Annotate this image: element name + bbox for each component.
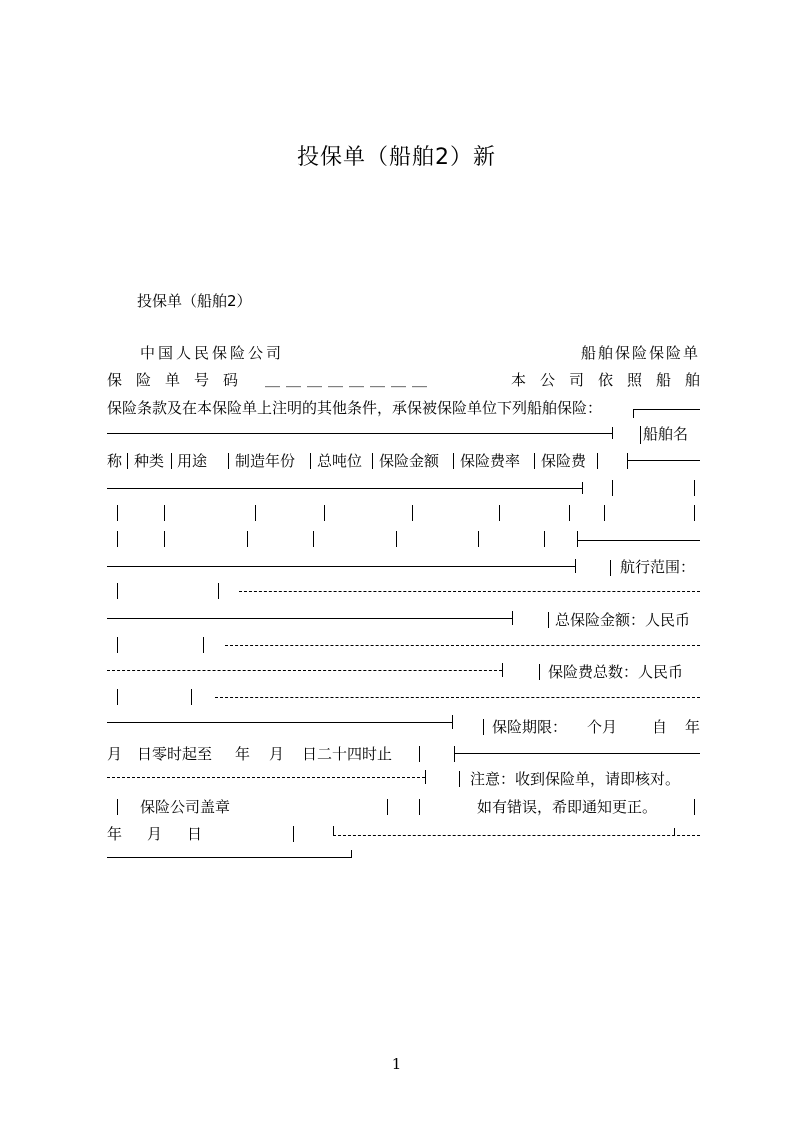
row-divider bbox=[117, 637, 118, 653]
row-divider bbox=[218, 583, 219, 599]
notice-label: 注意：收到保险单，请即核对。 bbox=[470, 770, 681, 788]
col-divider bbox=[627, 453, 628, 469]
row-divider bbox=[164, 531, 165, 547]
column-name-line bbox=[107, 423, 700, 445]
row-divider bbox=[577, 531, 578, 547]
row-divider bbox=[604, 505, 605, 521]
row-divider bbox=[694, 505, 695, 521]
document-type: 船舶保险保险单 bbox=[580, 344, 700, 362]
col-divider bbox=[597, 453, 598, 469]
row-border bbox=[627, 460, 700, 461]
total-insured-line bbox=[107, 609, 700, 631]
row-divider bbox=[117, 583, 118, 599]
table-corner bbox=[674, 828, 675, 835]
intro-line bbox=[107, 397, 700, 419]
notice-line bbox=[107, 768, 700, 790]
col-divider bbox=[310, 453, 311, 469]
period-label: 保险期限： bbox=[492, 718, 568, 736]
total-insured-label: 总保险金额：人民币 bbox=[555, 611, 691, 629]
col-divider bbox=[534, 453, 535, 469]
row-divider bbox=[117, 689, 118, 705]
seal-day: 日 bbox=[187, 825, 203, 843]
period-from-month: 月 bbox=[107, 745, 123, 763]
col-divider bbox=[582, 482, 583, 494]
total-premium-label: 保险费总数：人民币 bbox=[548, 663, 684, 681]
table-corner bbox=[633, 409, 634, 418]
row-divider bbox=[247, 531, 248, 547]
period-end-tail: 日二十四时止 bbox=[302, 745, 393, 763]
period-from: 自 bbox=[652, 718, 668, 736]
column-build-year: 制造年份 bbox=[235, 452, 296, 470]
notice-line-2: 如有错误，希即通知更正。 bbox=[477, 798, 658, 816]
row-divider bbox=[293, 826, 294, 842]
row-divider bbox=[478, 531, 479, 547]
row-divider bbox=[203, 637, 204, 653]
col-divider bbox=[694, 480, 695, 496]
period-to-month: 月 bbox=[269, 745, 285, 763]
row-divider bbox=[483, 719, 484, 735]
voyage-blank[interactable] bbox=[239, 591, 700, 592]
notice-bottom-border bbox=[333, 835, 700, 836]
seal-date-line bbox=[107, 823, 700, 845]
row-divider bbox=[324, 505, 325, 521]
column-usage: 用途 bbox=[177, 452, 208, 470]
column-type: 种类 bbox=[134, 452, 165, 470]
row-divider bbox=[117, 531, 118, 547]
row-divider bbox=[117, 505, 118, 521]
col-divider bbox=[228, 453, 229, 469]
header-line bbox=[107, 342, 700, 364]
column-premium: 保险费 bbox=[541, 452, 587, 470]
row-divider bbox=[499, 505, 500, 521]
table-corner bbox=[351, 850, 352, 858]
voyage-line bbox=[107, 556, 700, 578]
row-divider bbox=[454, 746, 455, 762]
column-header-row bbox=[107, 450, 700, 472]
row-divider bbox=[313, 531, 314, 547]
company-name: 中国人民保险公司 bbox=[140, 344, 285, 362]
policy-number-blank[interactable]: ＿＿＿＿＿＿＿＿ bbox=[265, 371, 434, 389]
row-divider bbox=[117, 799, 118, 815]
row-divider bbox=[459, 771, 460, 787]
col-divider bbox=[171, 453, 172, 469]
policy-number-line bbox=[107, 369, 714, 391]
row-divider bbox=[387, 799, 388, 815]
total-premium-line bbox=[107, 661, 700, 683]
period-border bbox=[454, 753, 700, 754]
column-ship-name-a: 船舶名 bbox=[643, 425, 689, 443]
row-divider bbox=[548, 612, 549, 628]
document-title: 投保单（船舶2）新 bbox=[297, 145, 496, 170]
policy-form bbox=[107, 0, 714, 900]
row-divider bbox=[419, 746, 420, 762]
table-divider bbox=[640, 426, 641, 444]
row-divider bbox=[539, 664, 540, 680]
row-divider bbox=[569, 505, 570, 521]
row-divider bbox=[164, 505, 165, 521]
period-start-tail: 日零时起至 bbox=[137, 745, 213, 763]
period-from-year: 年 bbox=[684, 718, 700, 736]
document-subtitle: 投保单（船舶2） bbox=[137, 292, 252, 310]
page-number: 1 bbox=[391, 1055, 402, 1073]
row-divider bbox=[412, 505, 413, 521]
row-divider bbox=[191, 689, 192, 705]
period-line-2 bbox=[107, 743, 700, 765]
period-to-year: 年 bbox=[235, 745, 251, 763]
seal-year: 年 bbox=[107, 825, 123, 843]
col-divider bbox=[127, 453, 128, 469]
column-premium-rate: 保险费率 bbox=[460, 452, 521, 470]
header-bottom-border bbox=[107, 488, 582, 489]
intro-text-b: 保险条款及在本保险单上注明的其他条件，承保被保险单位下列船舶保险： bbox=[107, 399, 603, 417]
col-divider bbox=[612, 480, 613, 496]
column-insured-amount: 保险金额 bbox=[379, 452, 440, 470]
table-corner bbox=[333, 826, 334, 835]
period-line bbox=[107, 716, 700, 738]
row-border bbox=[577, 540, 700, 541]
total-insured-blank[interactable] bbox=[225, 645, 700, 646]
seal-line bbox=[107, 796, 700, 818]
intro-text-a: 本公司依照船舶 bbox=[510, 371, 714, 389]
period-months: 个月 bbox=[587, 718, 618, 736]
col-divider bbox=[372, 453, 373, 469]
column-ship-name-b: 称 bbox=[107, 452, 123, 470]
row-divider bbox=[610, 560, 611, 576]
row-divider bbox=[544, 531, 545, 547]
voyage-label: 航行范围： bbox=[620, 558, 696, 576]
form-bottom-border bbox=[107, 857, 351, 858]
total-premium-blank[interactable] bbox=[215, 697, 700, 698]
seal-label: 保险公司盖章 bbox=[140, 798, 231, 816]
row-divider bbox=[419, 799, 420, 815]
row-divider bbox=[694, 799, 695, 815]
policy-number-label: 保险单号码 bbox=[107, 371, 253, 389]
row-divider bbox=[255, 505, 256, 521]
column-gross-tonnage: 总吨位 bbox=[317, 452, 363, 470]
col-divider bbox=[453, 453, 454, 469]
seal-month: 月 bbox=[147, 825, 163, 843]
table-top-border bbox=[633, 409, 700, 410]
row-divider bbox=[396, 531, 397, 547]
